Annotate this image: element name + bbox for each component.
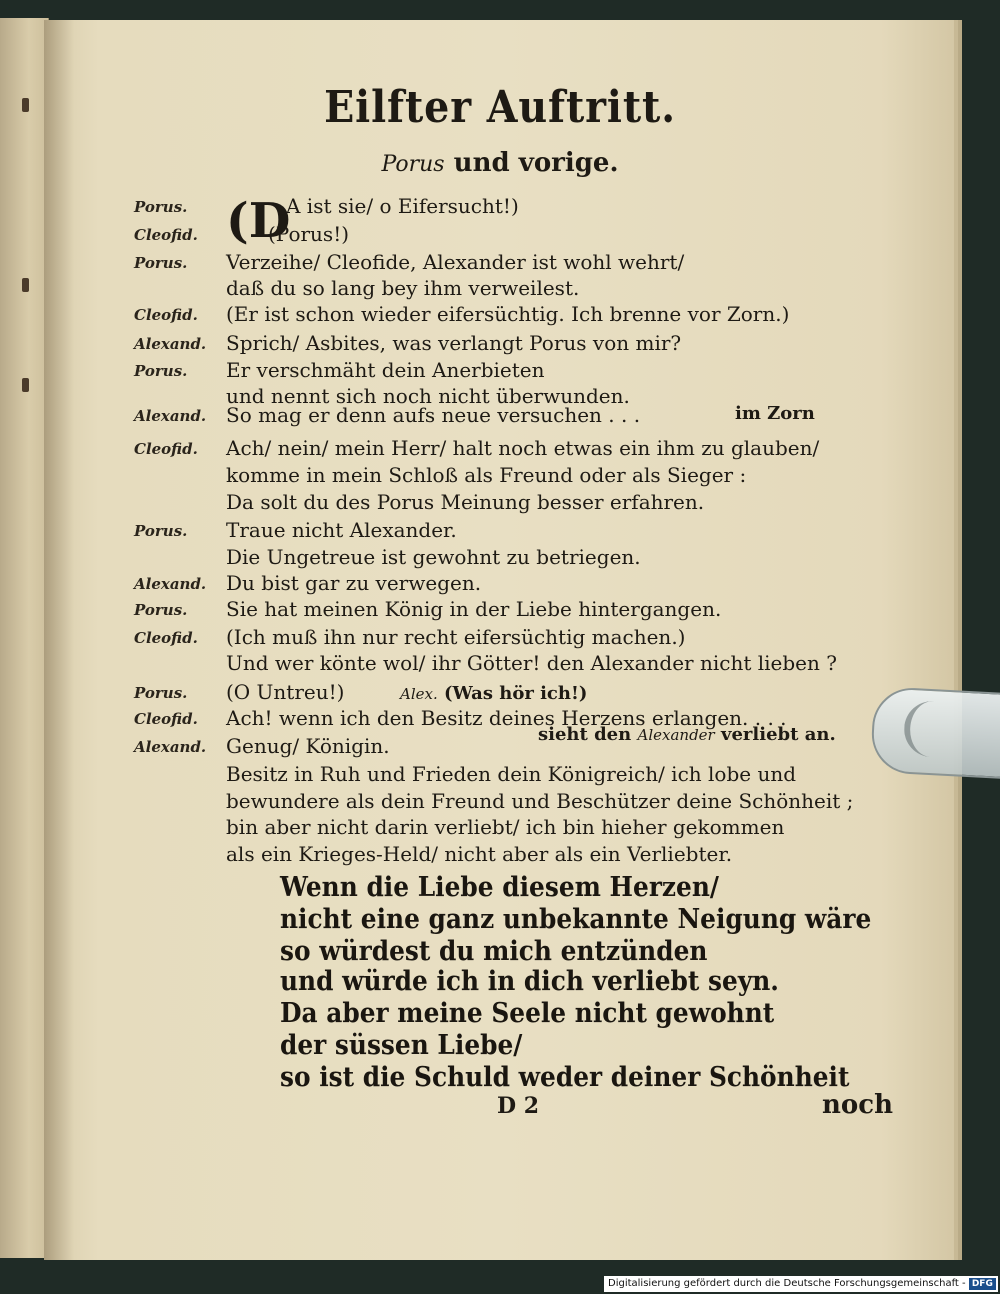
footer-credit	[604, 1276, 998, 1292]
speaker-label: Cleofid.	[134, 710, 198, 728]
dialogue-line: Genug/ Königin.	[226, 734, 390, 758]
catchword: noch	[822, 1090, 893, 1120]
footer-text: Digitalisierung gefördert durch die Deutsche Forschungsgemeinschaft -	[608, 1278, 966, 1289]
speaker-label: Cleofid.	[134, 440, 198, 458]
verse-line: nicht eine ganz unbekannte Neigung wäre	[280, 904, 872, 935]
aside-post: verliebt an.	[721, 724, 836, 745]
page-mark	[22, 278, 29, 292]
dialogue-line: daß du so lang bey ihm verweilest.	[226, 276, 580, 300]
verse-line: der süssen Liebe/	[280, 1030, 523, 1061]
dialogue-line: Du bist gar zu verwegen.	[226, 571, 482, 595]
speaker-label: Cleofid.	[134, 226, 198, 244]
subtitle-name: Porus	[381, 152, 445, 177]
dialogue-line: bin aber nicht darin verliebt/ ich bin hieher gekommen	[226, 815, 785, 839]
speaker-label: Porus.	[134, 254, 188, 272]
signature-mark: D 2	[497, 1093, 540, 1119]
dialogue-line: Ach/ nein/ mein Herr/ halt noch etwas ein ihm zu glauben/	[226, 436, 820, 460]
spine-shadow	[44, 20, 74, 1260]
aside-pre: sieht den	[538, 724, 632, 745]
dialogue-line: bewundere als dein Freund und Beschützer deine Schönheit ;	[226, 789, 854, 813]
stage-direction-zorn: im Zorn	[735, 403, 815, 424]
dialogue-line: Besitz in Ruh und Frieden dein Königreich/ ich lobe und	[226, 762, 797, 786]
dialogue-line: Die Ungetreue ist gewohnt zu betriegen.	[226, 545, 641, 569]
stage-direction-sieht	[538, 724, 836, 745]
verse-line: und würde ich in dich verliebt seyn.	[280, 966, 779, 997]
dialogue-line: A ist sie/ o Eifersucht!)	[286, 194, 519, 218]
dialogue-line: Er verschmäht dein Anerbieten	[226, 358, 545, 382]
speaker-label: Cleofid.	[134, 629, 198, 647]
speaker-label: Alexand.	[134, 575, 207, 593]
dialogue-line: komme in mein Schloß als Freund oder als Sieger :	[226, 463, 747, 487]
speaker-label: Alexand.	[134, 738, 207, 756]
initial-capital: (D	[226, 193, 291, 249]
page-mark	[22, 378, 29, 392]
speaker-label: Porus.	[134, 198, 188, 216]
aside-name: Alexander	[637, 726, 715, 744]
scene-subtitle	[0, 148, 1000, 178]
verse-line: Wenn die Liebe diesem Herzen/	[280, 872, 719, 903]
speaker-label: Alexand.	[134, 335, 207, 353]
dialogue-line: Und wer könte wol/ ihr Götter! den Alexander nicht lieben ?	[226, 651, 837, 675]
speaker-label: Porus.	[134, 362, 188, 380]
speaker-label: Alexand.	[134, 407, 207, 425]
page-clip	[870, 686, 1000, 780]
dialogue-line: (Er ist schon wieder eifersüchtig. Ich brenne vor Zorn.)	[226, 302, 790, 326]
dialogue-line: Sprich/ Asbites, was verlangt Porus von mir?	[226, 331, 682, 355]
dfg-logo: DFG	[969, 1278, 996, 1290]
verse-line: so ist die Schuld weder deiner Schönheit	[280, 1062, 850, 1093]
dialogue-line: Verzeihe/ Cleofide, Alexander ist wohl wehrt/	[226, 250, 685, 274]
speaker-label: Porus.	[134, 522, 188, 540]
dialogue-line: (Porus!)	[268, 222, 350, 246]
aside-speaker: Alex.	[400, 685, 438, 703]
dialogue-line: (Ich muß ihn nur recht eifersüchtig machen.)	[226, 625, 686, 649]
speaker-label: Porus.	[134, 601, 188, 619]
left-page-edge	[0, 18, 49, 1258]
page-mark	[22, 98, 29, 112]
page-title: Eilfter Auftritt.	[324, 82, 676, 133]
speaker-label: Cleofid.	[134, 306, 198, 324]
aside-text: (Was hör ich!)	[444, 683, 588, 704]
subtitle-rest: und vorige.	[453, 148, 619, 178]
speaker-label: Porus.	[134, 684, 188, 702]
dialogue-line: Da solt du des Porus Meinung besser erfahren.	[226, 490, 705, 514]
dialogue-line: Sie hat meinen König in der Liebe hintergangen.	[226, 597, 722, 621]
dialogue-line: Traue nicht Alexander.	[226, 518, 457, 542]
dialogue-line: (O Untreu!)	[226, 680, 345, 704]
dialogue-line: So mag er denn aufs neue versuchen . . .	[226, 403, 641, 427]
dialogue-line: und nennt sich noch nicht überwunden.	[226, 384, 630, 408]
verse-line: so würdest du mich entzünden	[280, 936, 708, 967]
dialogue-line: Ach! wenn ich den Besitz deines Herzens erlangen. . . .	[226, 706, 787, 730]
dialogue-line: als ein Krieges-Held/ nicht aber als ein Verliebter.	[226, 842, 733, 866]
verse-line: Da aber meine Seele nicht gewohnt	[280, 998, 775, 1029]
stage-direction-alex	[400, 683, 587, 704]
